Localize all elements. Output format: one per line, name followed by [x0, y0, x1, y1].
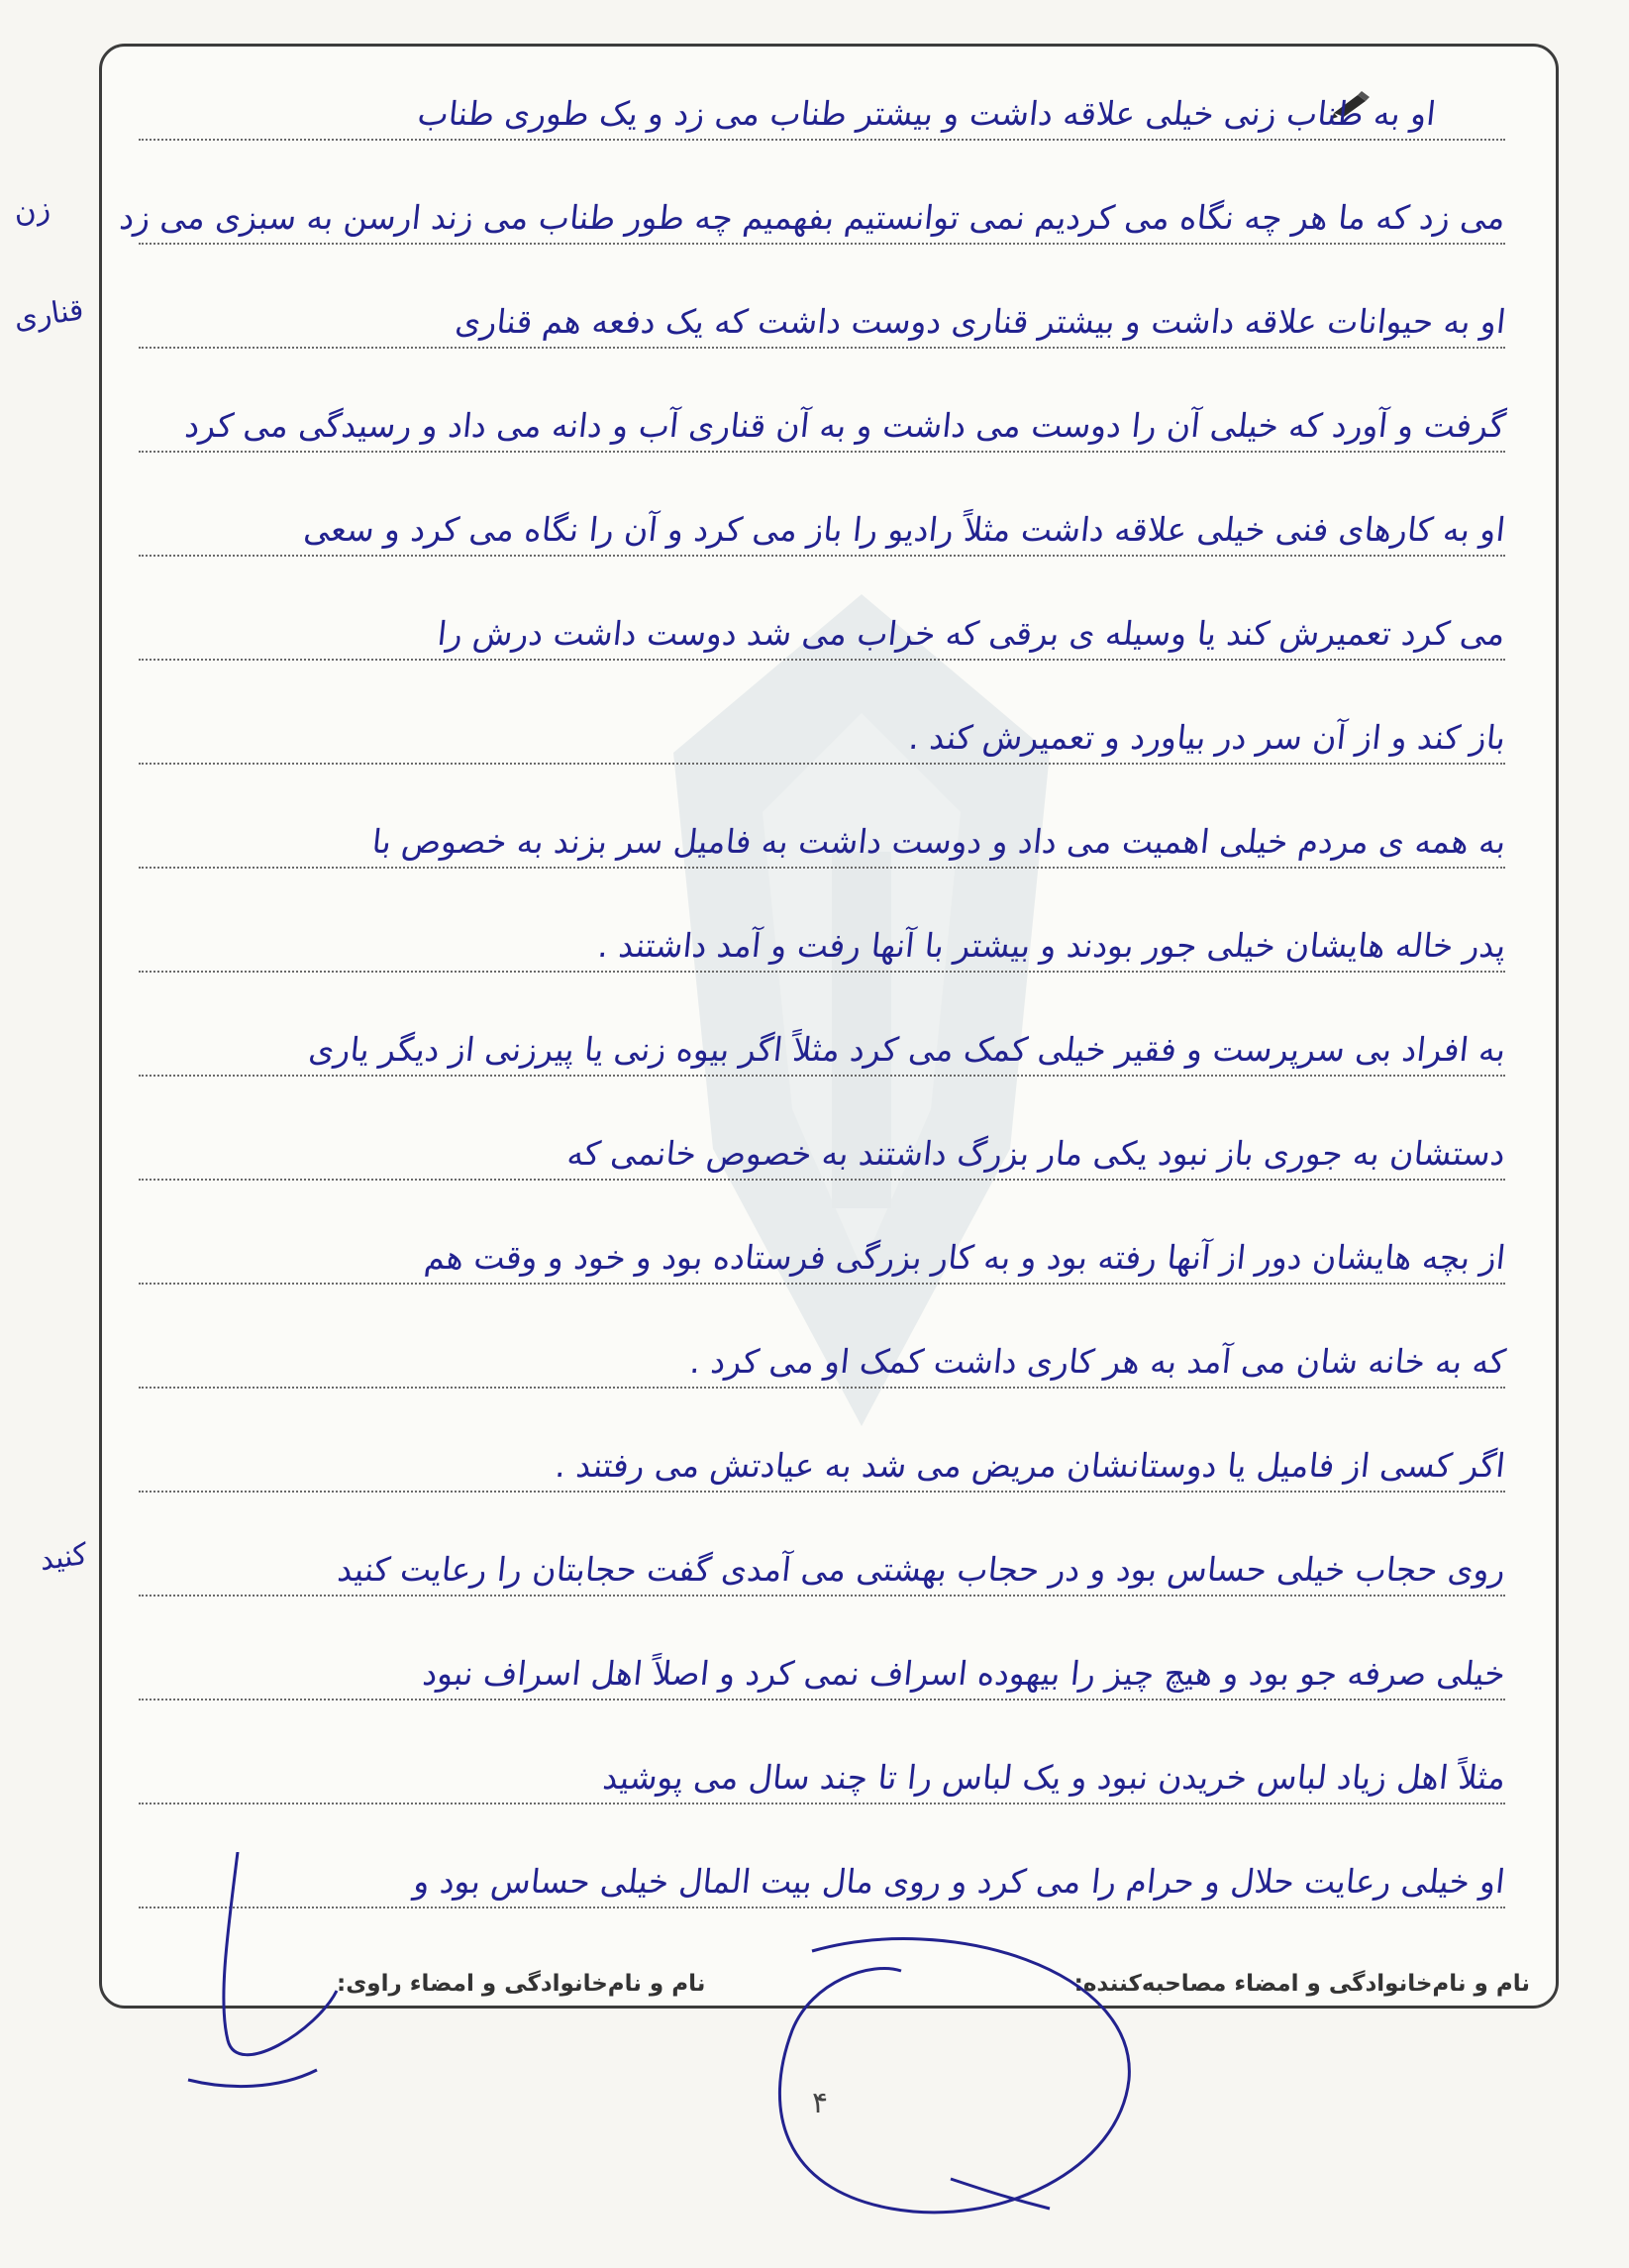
handwritten-text: خیلی صرفه جو بود و هیچ چیز را بیهوده اسراف نمی کرد و اصلاً اهل اسراف نبود	[421, 1654, 1508, 1693]
handwritten-text: او خیلی رعایت حلال و حرام را می کرد و روی مال بیت المال خیلی حساس بود و	[412, 1862, 1508, 1901]
margin-note: زن	[11, 190, 52, 231]
narrator-signature-label: نام و نام‌خانوادگی و امضاء راوی:	[337, 1971, 706, 1997]
text-line	[139, 1411, 1508, 1493]
text-line	[139, 1203, 1508, 1285]
margin-note: کنید	[37, 1536, 90, 1579]
text-line	[139, 995, 1508, 1077]
handwritten-text: به همه ی مردم خیلی اهمیت می داد و دوست داشت به فامیل سر بزند به خصوص با	[369, 822, 1508, 861]
handwritten-text: او به کارهای فنی خیلی علاقه داشت مثلاً رادیو را باز می کرد و آن را نگاه می کرد و سعی	[301, 510, 1508, 549]
text-line	[139, 1099, 1508, 1181]
page-number: ۴	[812, 2086, 829, 2120]
handwritten-text: می کرد تعمیرش کند یا وسیله ی برقی که خراب می شد دوست داشت درش را	[436, 614, 1508, 653]
text-line	[139, 579, 1508, 661]
text-line	[118, 163, 1508, 245]
text-line	[139, 683, 1508, 765]
handwritten-text: دستشان به جوری باز نبود یکی مار بزرگ داشتند به خصوص خانمی که	[565, 1134, 1508, 1173]
handwritten-text: روی حجاب خیلی حساس بود و در حجاب بهشتی می آمدی گفت حجابتان را رعایت کنید	[335, 1550, 1508, 1589]
handwritten-text: از بچه هایشان دور از آنها رفته بود و به کار بزرگی فرستاده بود و خود و وقت هم	[422, 1238, 1508, 1277]
handwritten-text: که به خانه شان می آمد به هر کاری داشت کمک او می کرد .	[687, 1342, 1508, 1381]
text-line	[139, 1307, 1508, 1389]
margin-note: قناری	[11, 292, 86, 337]
interviewer-signature-label: نام و نام‌خانوادگی و امضاء مصاحبه‌کننده:	[1073, 1971, 1530, 1997]
text-line	[139, 475, 1508, 557]
handwritten-text: باز کند و از آن سر در بیاورد و تعمیرش کند .	[906, 718, 1508, 757]
handwritten-text: گرفت و آورد که خیلی آن را دوست می داشت و به آن قناری آب و دانه می داد و رسیدگی می کرد	[182, 406, 1508, 445]
narrator-signature	[168, 1852, 347, 2110]
interviewer-signature	[753, 1911, 1149, 2238]
handwritten-text: او به طناب زنی خیلی علاقه داشت و بیشتر طناب می زد و یک طوری طناب	[416, 94, 1439, 133]
handwritten-text: اگر کسی از فامیل یا دوستانشان مریض می شد به عیادتش می رفتند .	[554, 1446, 1508, 1485]
text-line	[139, 1515, 1508, 1597]
handwritten-text: پدر خاله هایشان خیلی جور بودند و بیشتر با آنها رفت و آمد داشتند .	[595, 926, 1508, 965]
handwritten-text: به افراد بی سرپرست و فقیر خیلی کمک می کرد مثلاً اگر بیوه زنی یا پیرزنی از دیگر یاری	[306, 1030, 1508, 1069]
handwritten-text: می زد که ما هر چه نگاه می کردیم نمی توانستیم بفهمیم چه طور طناب می زند ارسن به سبزی می زد	[118, 198, 1508, 237]
handwritten-text: مثلاً اهل زیاد لباس خریدن نبود و یک لباس را تا چند سال می پوشید	[600, 1758, 1508, 1797]
text-line	[139, 891, 1508, 973]
text-line	[139, 1723, 1508, 1804]
text-line	[139, 1619, 1508, 1701]
handwritten-text: او به حیوانات علاقه داشت و بیشتر قناری دوست داشت که یک دفعه هم قناری	[453, 302, 1508, 341]
text-line	[139, 59, 1505, 141]
text-line	[139, 371, 1508, 453]
text-line	[139, 267, 1508, 349]
text-line	[139, 787, 1508, 869]
